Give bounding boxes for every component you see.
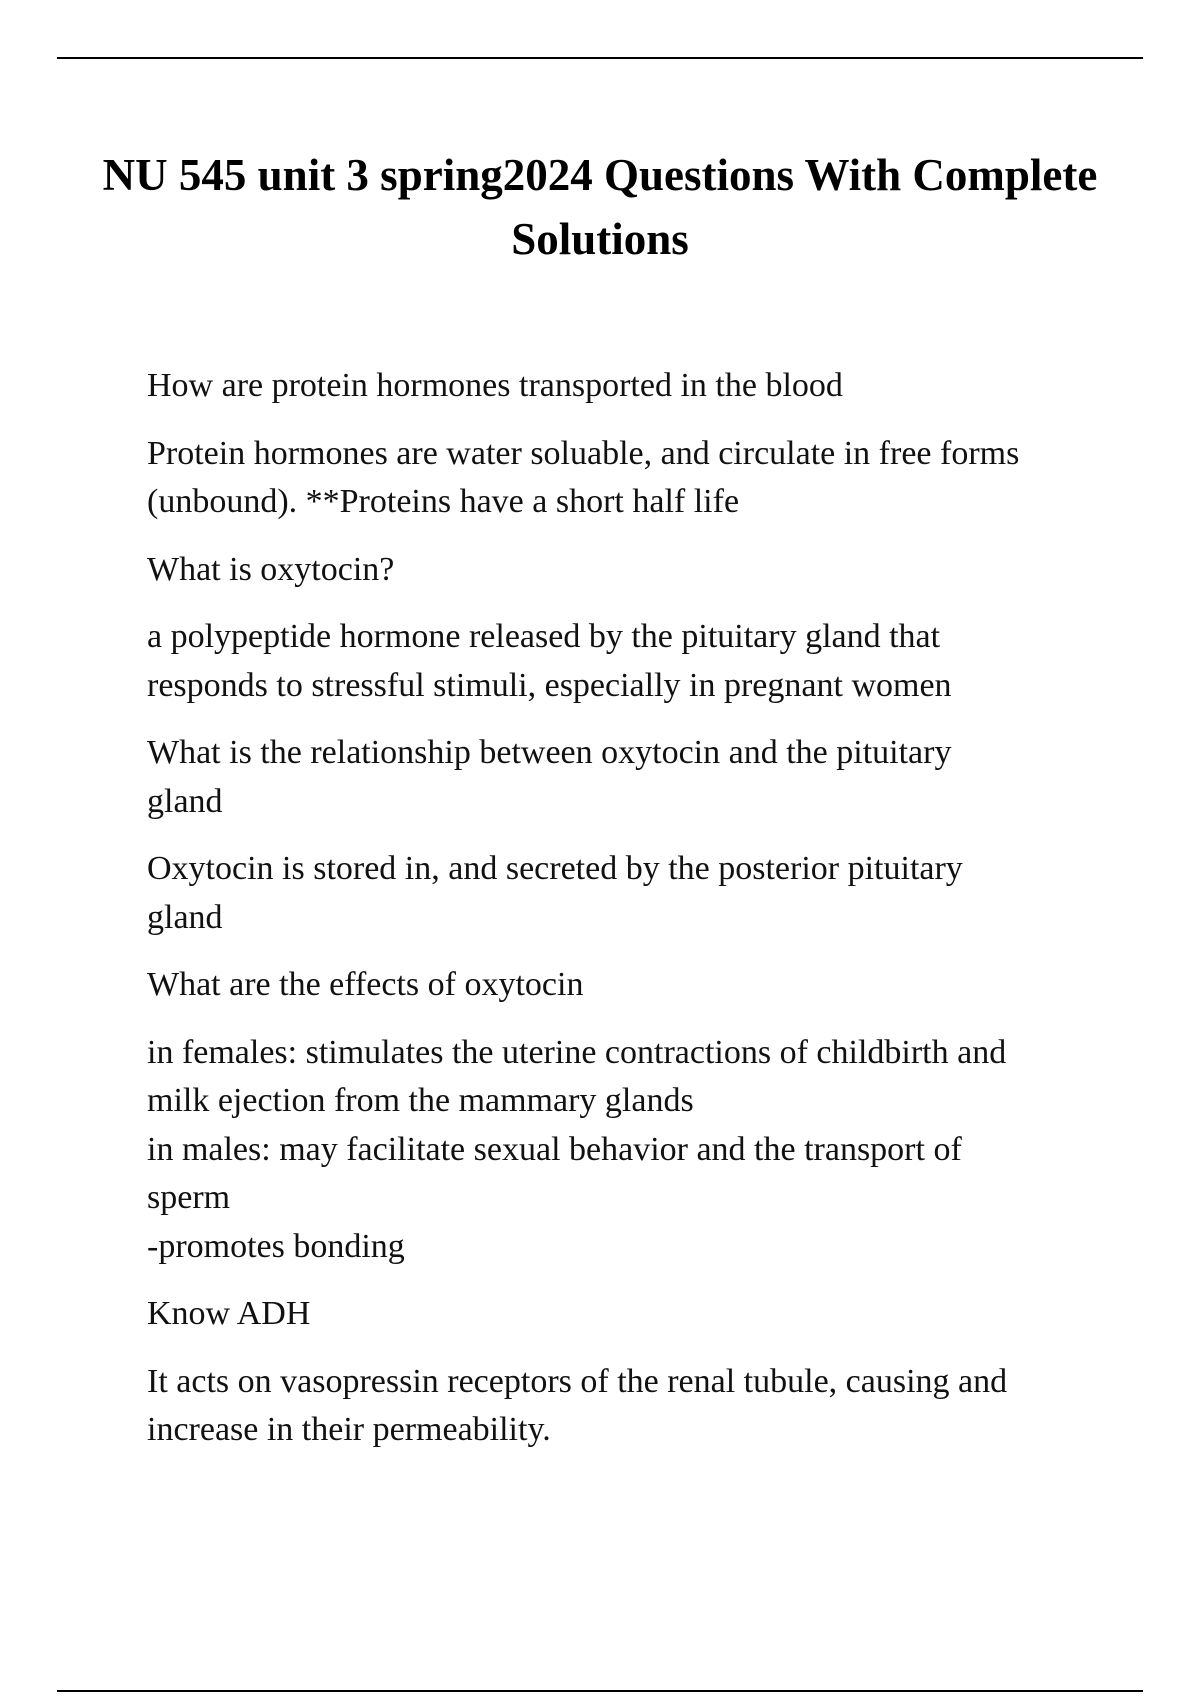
document-title: NU 545 unit 3 spring2024 Questions With Complete Solutions <box>102 150 1098 264</box>
answer-4: in females: stimulates the uterine contractions of childbirth and milk ejection from the mammary glands in males: may facilitate sexual behavior and the transport of sperm -promotes bonding <box>147 1033 1007 1265</box>
qa-list <box>147 362 1087 1474</box>
question-4: What are the effects of oxytocin <box>147 966 584 1003</box>
question-1: How are protein hormones transported in the blood <box>147 367 843 404</box>
answer-1: Protein hormones are water soluable, and circulate in free forms (unbound). **Proteins have a short half life <box>147 434 1020 520</box>
question-5: Know ADH <box>147 1295 311 1332</box>
top-divider <box>57 57 1143 59</box>
question-2: What is oxytocin? <box>147 550 395 588</box>
bottom-divider <box>57 1690 1143 1692</box>
answer-5: It acts on vasopressin receptors of the renal tubule, causing and increase in their permeability. <box>147 1362 1008 1448</box>
answer-2: a polypeptide hormone released by the pituitary gland that responds to stressful stimuli, especially in pregnant women <box>147 618 952 704</box>
question-3: What is the relationship between oxytocin and the pituitary gland <box>147 734 952 820</box>
answer-3: Oxytocin is stored in, and secreted by the posterior pituitary gland <box>147 850 963 936</box>
